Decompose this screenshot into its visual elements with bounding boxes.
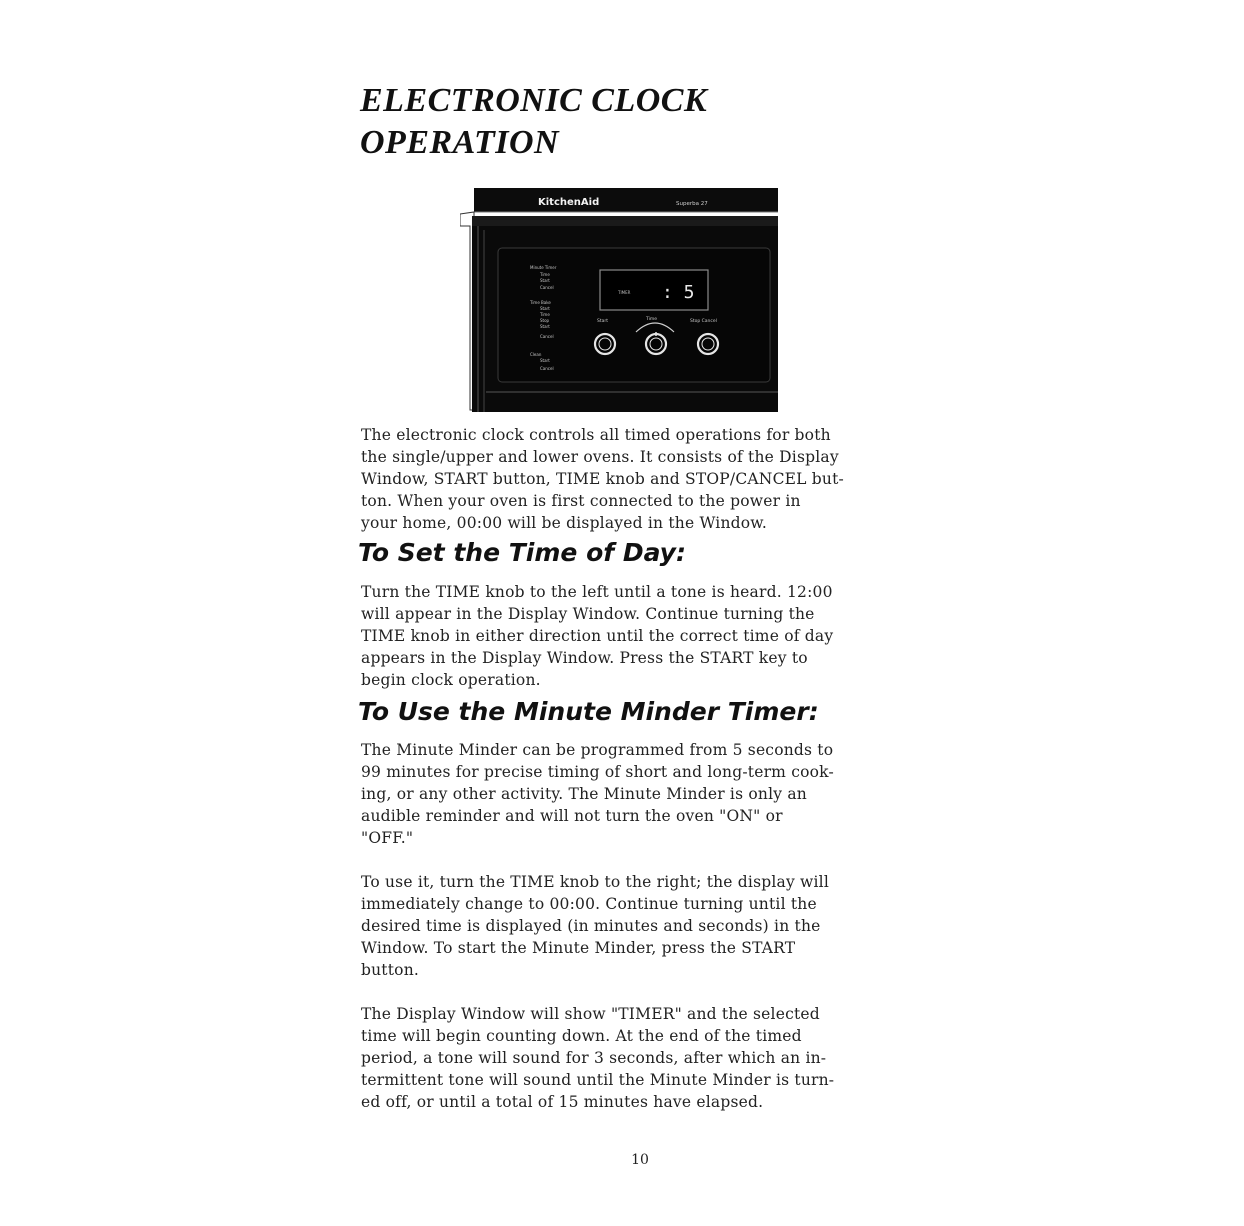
paragraph-line: appears in the Display Window. Press the START key to xyxy=(361,649,808,667)
svg-text:Clean: Clean xyxy=(530,352,542,357)
svg-text:Cancel: Cancel xyxy=(540,366,554,371)
paragraph-line: period, a tone will sound for 3 seconds, after which an in- xyxy=(361,1049,827,1067)
page-number: 10 xyxy=(631,1152,649,1168)
page-title xyxy=(360,80,707,164)
paragraph-line: The Minute Minder can be programmed from 5 seconds to xyxy=(361,741,834,759)
paragraph-line: "OFF." xyxy=(361,829,414,847)
intro-line: your home, 00:00 will be displayed in the Window. xyxy=(361,514,768,532)
svg-text:Start: Start xyxy=(540,358,550,363)
svg-text:Time Bake: Time Bake xyxy=(530,300,551,305)
paragraph-line: desired time is displayed (in minutes and seconds) in the xyxy=(361,917,821,935)
display-value: : 5 xyxy=(662,282,695,303)
paragraph-line: begin clock operation. xyxy=(361,671,541,689)
time-knob-label: Time xyxy=(646,317,658,322)
title-line-2: OPERATION xyxy=(360,124,560,161)
paragraph-line: 99 minutes for precise timing of short and long-term cook- xyxy=(361,763,834,781)
oven-control-panel-photo xyxy=(460,186,778,412)
start-button xyxy=(595,334,615,354)
stop-knob-label: Stop Cancel xyxy=(690,319,717,324)
paragraph-line: ed off, or until a total of 15 minutes have elapsed. xyxy=(361,1093,764,1111)
paragraph-line: ing, or any other activity. The Minute Minder is only an xyxy=(361,785,807,803)
svg-text:Start: Start xyxy=(540,324,550,329)
minute-minder-paragraph-1 xyxy=(361,739,891,849)
svg-text:Time: Time xyxy=(540,272,550,277)
intro-line: The electronic clock controls all timed operations for both xyxy=(361,426,831,444)
stop-cancel-button xyxy=(698,334,718,354)
paragraph-line: TIME knob in either direction until the correct time of day xyxy=(361,627,834,645)
paragraph-line: The Display Window will show "TIMER" and the selected xyxy=(361,1005,820,1023)
intro-line: the single/upper and lower ovens. It consists of the Display xyxy=(361,448,839,466)
svg-text:Minute Timer: Minute Timer xyxy=(530,265,557,270)
start-knob-label: Start xyxy=(597,319,608,324)
section-heading-time-of-day: To Set the Time of Day: xyxy=(358,538,686,567)
paragraph-line: termittent tone will sound until the Minute Minder is turn- xyxy=(361,1071,835,1089)
intro-line: ton. When your oven is first connected to the power in xyxy=(361,492,801,510)
intro-paragraph xyxy=(361,424,891,534)
svg-text:Start: Start xyxy=(540,306,550,311)
model-label: Superba 27 xyxy=(676,201,708,207)
svg-text:Start: Start xyxy=(540,278,550,283)
paragraph-line: time will begin counting down. At the end of the timed xyxy=(361,1027,802,1045)
section-heading-minute-minder: To Use the Minute Minder Timer: xyxy=(358,697,819,726)
intro-line: Window, START button, TIME knob and STOP/CANCEL but- xyxy=(361,470,844,488)
title-line-1: ELECTRONIC CLOCK xyxy=(360,82,708,119)
paragraph-line: will appear in the Display Window. Continue turning the xyxy=(361,605,815,623)
display-label: TIMER xyxy=(618,290,631,295)
paragraph-line: To use it, turn the TIME knob to the right; the display will xyxy=(361,873,829,891)
svg-text:Stop: Stop xyxy=(540,318,550,323)
paragraph-line: audible reminder and will not turn the oven "ON" or xyxy=(361,807,783,825)
paragraph-line: Turn the TIME knob to the left until a tone is heard. 12:00 xyxy=(361,583,833,601)
svg-text:Cancel: Cancel xyxy=(540,285,554,290)
svg-text:Time: Time xyxy=(540,312,550,317)
minute-minder-paragraph-3 xyxy=(361,1003,891,1113)
paragraph-line: button. xyxy=(361,961,420,979)
time-of-day-paragraph xyxy=(361,581,891,691)
paragraph-line: Window. To start the Minute Minder, press the START xyxy=(361,939,796,957)
paragraph-line: immediately change to 00:00. Continue turning until the xyxy=(361,895,817,913)
svg-text:Cancel: Cancel xyxy=(540,334,554,339)
brand-logo: KitchenAid xyxy=(538,197,600,208)
minute-minder-paragraph-2 xyxy=(361,871,891,981)
